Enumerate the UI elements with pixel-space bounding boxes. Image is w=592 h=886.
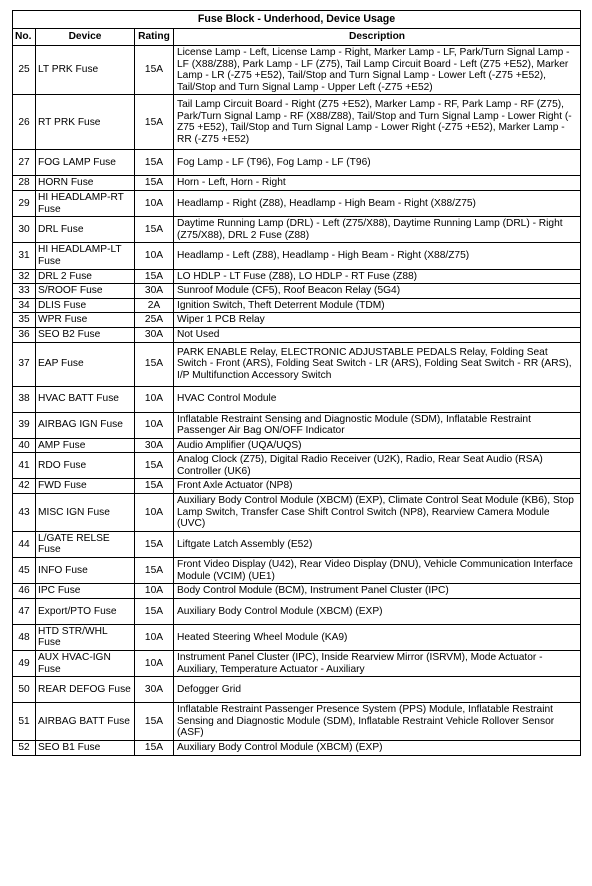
- cell-device: HI HEADLAMP-RT Fuse: [36, 190, 135, 216]
- cell-description: HVAC Control Module: [174, 386, 581, 412]
- cell-rating: 15A: [135, 269, 174, 284]
- cell-rating: 15A: [135, 703, 174, 741]
- cell-device: HTD STR/WHL Fuse: [36, 624, 135, 650]
- cell-no: 31: [13, 243, 36, 269]
- cell-no: 36: [13, 327, 36, 342]
- cell-rating: 30A: [135, 677, 174, 703]
- table-row: [13, 176, 581, 191]
- table-row: [13, 531, 581, 557]
- fuse-table-container: [12, 10, 580, 756]
- cell-device: DRL 2 Fuse: [36, 269, 135, 284]
- cell-no: 34: [13, 298, 36, 313]
- cell-device: SEO B2 Fuse: [36, 327, 135, 342]
- table-row: [13, 190, 581, 216]
- table-row: [13, 494, 581, 532]
- cell-no: 35: [13, 313, 36, 328]
- table-row: [13, 46, 581, 95]
- cell-device: RT PRK Fuse: [36, 95, 135, 150]
- table-row: [13, 584, 581, 599]
- cell-device: L/GATE RELSE Fuse: [36, 531, 135, 557]
- cell-no: 43: [13, 494, 36, 532]
- cell-rating: 15A: [135, 453, 174, 479]
- cell-device: LT PRK Fuse: [36, 46, 135, 95]
- cell-device: FOG LAMP Fuse: [36, 150, 135, 176]
- cell-device: HVAC BATT Fuse: [36, 386, 135, 412]
- header-rating: Rating: [135, 29, 174, 46]
- cell-device: SEO B1 Fuse: [36, 740, 135, 755]
- cell-device: INFO Fuse: [36, 558, 135, 584]
- cell-no: 37: [13, 342, 36, 386]
- table-header-row: [13, 29, 581, 46]
- cell-rating: 2A: [135, 298, 174, 313]
- cell-no: 49: [13, 651, 36, 677]
- cell-no: 48: [13, 624, 36, 650]
- cell-rating: 30A: [135, 284, 174, 299]
- header-no: No.: [13, 29, 36, 46]
- cell-rating: 25A: [135, 313, 174, 328]
- cell-description: Body Control Module (BCM), Instrument Panel Cluster (IPC): [174, 584, 581, 599]
- cell-device: S/ROOF Fuse: [36, 284, 135, 299]
- cell-device: AIRBAG IGN Fuse: [36, 412, 135, 438]
- cell-no: 42: [13, 479, 36, 494]
- cell-rating: 30A: [135, 438, 174, 453]
- cell-description: Headlamp - Right (Z88), Headlamp - High Beam - Right (X88/Z75): [174, 190, 581, 216]
- table-row: [13, 624, 581, 650]
- cell-device: AMP Fuse: [36, 438, 135, 453]
- cell-description: Front Axle Actuator (NP8): [174, 479, 581, 494]
- table-row: [13, 453, 581, 479]
- table-row: [13, 438, 581, 453]
- table-row: [13, 703, 581, 741]
- cell-device: DRL Fuse: [36, 217, 135, 243]
- fuse-usage-table: [12, 10, 581, 756]
- cell-description: Ignition Switch, Theft Deterrent Module (TDM): [174, 298, 581, 313]
- cell-no: 40: [13, 438, 36, 453]
- table-row: [13, 150, 581, 176]
- cell-device: AUX HVAC-IGN Fuse: [36, 651, 135, 677]
- cell-description: Wiper 1 PCB Relay: [174, 313, 581, 328]
- cell-rating: 15A: [135, 46, 174, 95]
- table-row: [13, 677, 581, 703]
- cell-description: Headlamp - Left (Z88), Headlamp - High Beam - Right (X88/Z75): [174, 243, 581, 269]
- table-row: [13, 269, 581, 284]
- cell-rating: 10A: [135, 651, 174, 677]
- cell-description: Analog Clock (Z75), Digital Radio Receiver (U2K), Radio, Rear Seat Audio (RSA) Controller (UK6): [174, 453, 581, 479]
- cell-no: 44: [13, 531, 36, 557]
- cell-description: Inflatable Restraint Sensing and Diagnostic Module (SDM), Inflatable Restraint Passenger Air Bag ON/OFF Indicator: [174, 412, 581, 438]
- cell-device: REAR DEFOG Fuse: [36, 677, 135, 703]
- cell-device: EAP Fuse: [36, 342, 135, 386]
- cell-description: PARK ENABLE Relay, ELECTRONIC ADJUSTABLE PEDALS Relay, Folding Seat Switch - Front (ARS), Folding Seat Switch - LR (ARS), Folding Seat Switch - RR (ARS), I/P Multifunction Accessory Switch: [174, 342, 581, 386]
- cell-description: Auxiliary Body Control Module (XBCM) (EXP): [174, 598, 581, 624]
- cell-rating: 10A: [135, 412, 174, 438]
- cell-no: 29: [13, 190, 36, 216]
- table-body: [13, 46, 581, 756]
- cell-rating: 10A: [135, 624, 174, 650]
- cell-description: Liftgate Latch Assembly (E52): [174, 531, 581, 557]
- cell-no: 51: [13, 703, 36, 741]
- cell-device: AIRBAG BATT Fuse: [36, 703, 135, 741]
- cell-description: Front Video Display (U42), Rear Video Display (DNU), Vehicle Communication Interface Module (VCIM) (UE1): [174, 558, 581, 584]
- table-row: [13, 412, 581, 438]
- cell-rating: 15A: [135, 479, 174, 494]
- cell-description: Defogger Grid: [174, 677, 581, 703]
- cell-description: Auxiliary Body Control Module (XBCM) (EXP), Climate Control Seat Module (KB6), Stop Lamp Switch, Transfer Case Shift Control Switch (NP8), Rearview Camera Module (UVC): [174, 494, 581, 532]
- table-row: [13, 298, 581, 313]
- cell-rating: 15A: [135, 342, 174, 386]
- cell-device: Export/PTO Fuse: [36, 598, 135, 624]
- cell-description: Inflatable Restraint Passenger Presence System (PPS) Module, Inflatable Restraint Sensing and Diagnostic Module (SDM), Inflatable Restraint Vehicle Rollover Sensor (ASF): [174, 703, 581, 741]
- cell-no: 30: [13, 217, 36, 243]
- table-row: [13, 740, 581, 755]
- table-row: [13, 479, 581, 494]
- table-row: [13, 284, 581, 299]
- header-description: Description: [174, 29, 581, 46]
- cell-rating: 10A: [135, 386, 174, 412]
- cell-no: 38: [13, 386, 36, 412]
- cell-rating: 15A: [135, 598, 174, 624]
- cell-description: Not Used: [174, 327, 581, 342]
- cell-no: 39: [13, 412, 36, 438]
- table-row: [13, 313, 581, 328]
- cell-rating: 15A: [135, 740, 174, 755]
- cell-description: Daytime Running Lamp (DRL) - Left (Z75/X88), Daytime Running Lamp (DRL) - Right (Z75/X88), DRL 2 Fuse (Z88): [174, 217, 581, 243]
- cell-no: 28: [13, 176, 36, 191]
- cell-rating: 15A: [135, 176, 174, 191]
- cell-no: 52: [13, 740, 36, 755]
- cell-rating: 15A: [135, 150, 174, 176]
- cell-rating: 15A: [135, 95, 174, 150]
- table-row: [13, 243, 581, 269]
- table-row: [13, 598, 581, 624]
- cell-rating: 10A: [135, 190, 174, 216]
- cell-no: 26: [13, 95, 36, 150]
- table-row: [13, 651, 581, 677]
- table-title: Fuse Block - Underhood, Device Usage: [13, 11, 581, 29]
- cell-description: Heated Steering Wheel Module (KA9): [174, 624, 581, 650]
- cell-device: FWD Fuse: [36, 479, 135, 494]
- cell-description: Auxiliary Body Control Module (XBCM) (EXP): [174, 740, 581, 755]
- cell-rating: 10A: [135, 584, 174, 599]
- cell-no: 45: [13, 558, 36, 584]
- table-row: [13, 217, 581, 243]
- table-row: [13, 327, 581, 342]
- cell-description: Audio Amplifier (UQA/UQS): [174, 438, 581, 453]
- table-row: [13, 342, 581, 386]
- cell-rating: 15A: [135, 217, 174, 243]
- cell-no: 50: [13, 677, 36, 703]
- cell-rating: 10A: [135, 243, 174, 269]
- cell-description: License Lamp - Left, License Lamp - Right, Marker Lamp - LF, Park/Turn Signal Lamp - LF (X88/Z88), Park Lamp - LF (Z75), Tail Lamp Circuit Board - Left (Z75 +E52), Marker Lamp - LR (-Z75 +E52), Tail/Stop and Turn Signal Lamp - Lower Left (-Z75 +E52), Tail/Stop and Turn Signal Lamp - Upper Left (-Z75 +E52): [174, 46, 581, 95]
- cell-no: 47: [13, 598, 36, 624]
- cell-description: Instrument Panel Cluster (IPC), Inside Rearview Mirror (ISRVM), Mode Actuator - Auxiliary, Temperature Actuator - Auxiliary: [174, 651, 581, 677]
- table-title-row: [13, 11, 581, 29]
- table-row: [13, 95, 581, 150]
- cell-device: HI HEADLAMP-LT Fuse: [36, 243, 135, 269]
- cell-device: MISC IGN Fuse: [36, 494, 135, 532]
- cell-no: 25: [13, 46, 36, 95]
- cell-device: IPC Fuse: [36, 584, 135, 599]
- cell-device: RDO Fuse: [36, 453, 135, 479]
- cell-no: 46: [13, 584, 36, 599]
- cell-rating: 30A: [135, 327, 174, 342]
- cell-description: LO HDLP - LT Fuse (Z88), LO HDLP - RT Fuse (Z88): [174, 269, 581, 284]
- cell-no: 33: [13, 284, 36, 299]
- header-device: Device: [36, 29, 135, 46]
- cell-device: HORN Fuse: [36, 176, 135, 191]
- table-row: [13, 386, 581, 412]
- cell-no: 27: [13, 150, 36, 176]
- cell-no: 32: [13, 269, 36, 284]
- cell-no: 41: [13, 453, 36, 479]
- cell-device: WPR Fuse: [36, 313, 135, 328]
- cell-description: Horn - Left, Horn - Right: [174, 176, 581, 191]
- cell-description: Sunroof Module (CF5), Roof Beacon Relay (5G4): [174, 284, 581, 299]
- cell-rating: 15A: [135, 558, 174, 584]
- cell-rating: 15A: [135, 531, 174, 557]
- table-row: [13, 558, 581, 584]
- cell-description: Fog Lamp - LF (T96), Fog Lamp - LF (T96): [174, 150, 581, 176]
- cell-device: DLIS Fuse: [36, 298, 135, 313]
- cell-description: Tail Lamp Circuit Board - Right (Z75 +E52), Marker Lamp - RF, Park Lamp - RF (Z75), Park/Turn Signal Lamp - RF (X88/Z88), Tail/Stop and Turn Signal Lamp - Lower Right (-Z75 +E52), Tail/Stop and Turn Signal Lamp - Lower Right (-Z75 +E52), Marker Lamp - RR (-Z75 +E52): [174, 95, 581, 150]
- cell-rating: 10A: [135, 494, 174, 532]
